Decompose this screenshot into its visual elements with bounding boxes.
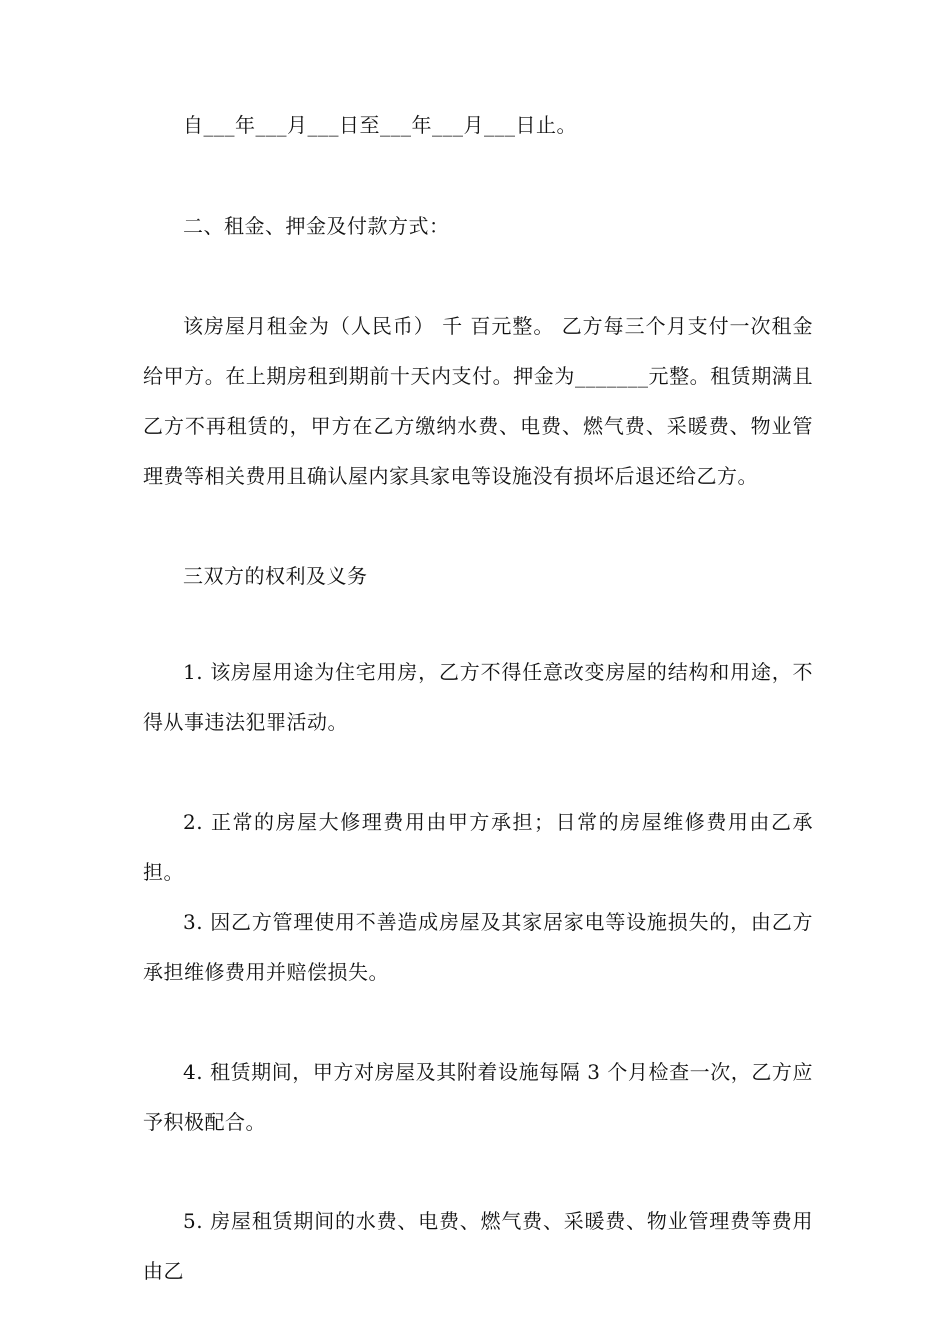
section-heading-rent-deposit: 二、租金、押金及付款方式： xyxy=(183,214,450,238)
clause-1-paragraph: 1. 该房屋用途为住宅用房，乙方不得任意改变房屋的结构和用途，不得从事违法犯罪活动。 xyxy=(143,660,813,734)
clause-2-paragraph: 2. 正常的房屋大修理费用由甲方承担；日常的房屋维修费用由乙承担。 xyxy=(143,810,813,884)
section-heading-rights-duties: 三双方的权利及义务 xyxy=(183,564,368,588)
clause-3-paragraph: 3. 因乙方管理使用不善造成房屋及其家居家电等设施损失的，由乙方承担维修费用并赔偿损失。 xyxy=(143,910,813,984)
clause-5-paragraph: 5. 房屋租赁期间的水费、电费、燃气费、采暖费、物业管理费等费用由乙 xyxy=(143,1209,813,1283)
clause-4-paragraph: 4. 租赁期间，甲方对房屋及其附着设施每隔 3 个月检查一次，乙方应予积极配合。 xyxy=(143,1060,813,1134)
lease-term-paragraph: 自___年___月___日至___年___月___日止。 xyxy=(183,113,577,137)
rent-payment-paragraph: 该房屋月租金为（人民币） 千 百元整。 乙方每三个月支付一次租金给甲方。在上期房租到期前十天内支付。押金为_______元整。租赁期满且乙方不再租赁的，甲方在乙方缴纳水费、电费、燃气费、采暖费、物业管理费等相关费用且确认屋内家具家电等设施没有损坏后退还给乙方。 xyxy=(143,314,813,488)
